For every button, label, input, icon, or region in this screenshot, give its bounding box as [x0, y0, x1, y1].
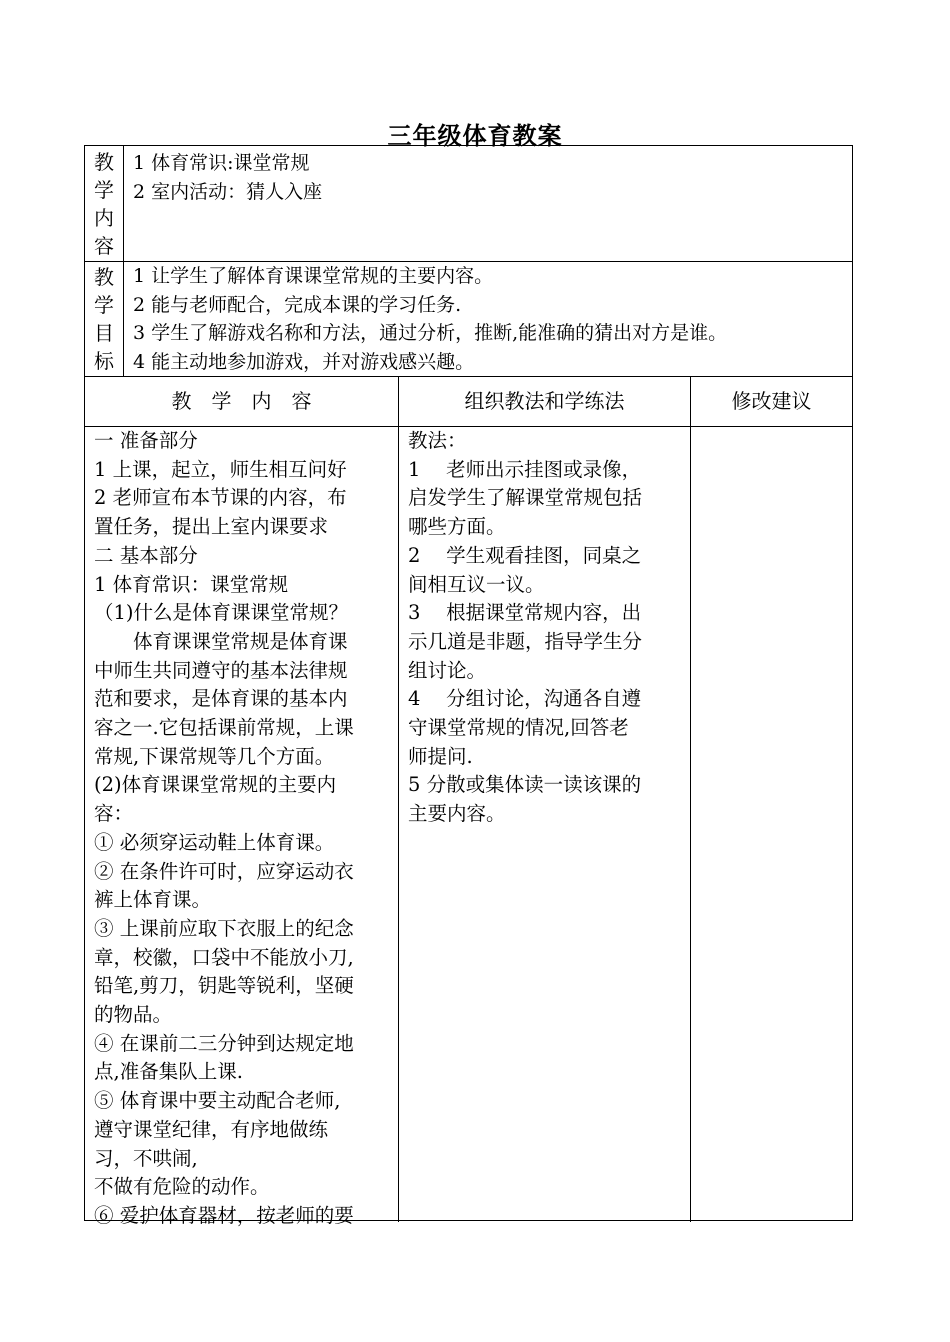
- list-item: (2)体育课课堂常规的主要内: [94, 773, 337, 797]
- list-item: 1 上课，起立，师生相互问好: [94, 457, 347, 481]
- list-item: 组讨论。: [408, 658, 487, 682]
- goals-section: [85, 262, 852, 376]
- list-item: 体育课课堂常规是体育课: [94, 629, 348, 653]
- list-item: 范和要求，是体育课的基本内: [94, 687, 348, 711]
- list-item: 置任务，提出上室内课要求: [94, 515, 329, 539]
- header-revision-suggestions: 修改建议: [731, 389, 812, 413]
- goal-line: 2 能与老师配合，完成本课的学习任务.: [133, 293, 462, 316]
- list-item: 师提问.: [408, 744, 473, 768]
- list-item: 容之一.它包括课前常规，上课: [94, 716, 354, 740]
- goals-section-text: [133, 262, 727, 376]
- list-item: ① 必须穿运动鞋上体育课。: [94, 830, 335, 854]
- content-line: 1 体育常识:课堂常规: [133, 152, 310, 174]
- list-item: 中师生共同遵守的基本法律规: [94, 658, 348, 682]
- list-item: 守课堂常规的情况,回答老: [408, 716, 629, 740]
- list-item: 不做有危险的动作。: [94, 1175, 270, 1199]
- list-item: 主要内容。: [408, 802, 506, 826]
- goal-line: 1 让学生了解体育课课堂常规的主要内容。: [133, 265, 494, 287]
- list-item: 示几道是非题，指导学生分: [408, 629, 643, 653]
- list-item: 1 老师出示挂图或录像，: [408, 457, 642, 481]
- list-item: 4 分组讨论，沟通各自遵: [408, 687, 642, 711]
- list-item: 启发学生了解课堂常规包括: [408, 486, 643, 510]
- goal-line: 4 能主动地参加游戏，并对游戏感兴趣。: [133, 350, 475, 373]
- list-item: 遵守课堂纪律，有序地做练: [94, 1117, 329, 1141]
- list-item: 5 分散或集体读一读该课的: [408, 773, 642, 797]
- list-item: ⑤ 体育课中要主动配合老师,: [94, 1089, 341, 1113]
- content-line: 2 室内活动：猜人入座: [133, 180, 323, 203]
- list-item: 的物品。: [94, 1003, 173, 1027]
- content-section-text: [133, 149, 322, 206]
- teaching-content-cell: [94, 427, 394, 1231]
- list-item: 点,准备集队上课.: [94, 1060, 243, 1084]
- label-char: 标: [94, 349, 114, 373]
- list-item: 常规,下课常规等几个方面。: [94, 744, 335, 768]
- list-item: 章，校徽，口袋中不能放小刀,: [94, 945, 354, 969]
- list-item: 容：: [94, 802, 134, 826]
- list-item: 哪些方面。: [408, 515, 506, 539]
- list-item: 习，不哄闹,: [94, 1146, 198, 1170]
- header-teaching-content: 教 学 内 容: [171, 389, 312, 413]
- list-item: 间相互议一议。: [408, 572, 545, 596]
- label-char: 教: [94, 150, 114, 174]
- lesson-plan-table: [84, 145, 853, 1227]
- page-title: 三年级体育教案: [387, 121, 563, 150]
- list-item: 一 准备部分: [94, 429, 198, 452]
- list-item: 教法：: [408, 429, 467, 452]
- list-item: 1 体育常识：课堂常规: [94, 572, 289, 596]
- list-item: 3 根据课堂常规内容，出: [408, 601, 642, 625]
- label-char: 教: [94, 265, 114, 289]
- label-char: 学: [94, 178, 114, 202]
- list-item: 2 学生观看挂图，同桌之: [408, 543, 642, 567]
- label-char: 内: [94, 206, 114, 230]
- goal-line: 3 学生了解游戏名称和方法，通过分析，推断,能准确的猜出对方是谁。: [133, 322, 728, 344]
- label-divider: [123, 146, 124, 376]
- list-item: ② 在条件许可时，应穿运动衣: [94, 859, 354, 883]
- label-char: 容: [94, 234, 114, 258]
- column-divider: [398, 376, 399, 1222]
- list-item: ④ 在课前二三分钟到达规定地: [94, 1031, 354, 1055]
- label-char: 学: [94, 293, 114, 317]
- list-item: 2 老师宣布本节课的内容，布: [94, 486, 347, 510]
- content-section-label: [85, 148, 123, 260]
- teaching-methods-cell: [408, 427, 686, 829]
- label-char: 目: [94, 321, 114, 345]
- list-item: （1)什么是体育课课堂常规？: [94, 601, 349, 625]
- column-divider: [690, 376, 691, 1222]
- goals-section-label: [85, 263, 123, 375]
- list-item: 铅笔,剪刀，钥匙等锐利，坚硬: [94, 974, 354, 998]
- content-section: [85, 146, 852, 261]
- header-teaching-methods: 组织教法和学练法: [464, 389, 625, 413]
- list-item: 裤上体育课。: [94, 888, 212, 912]
- list-item: ⑥ 爱护体育器材，按老师的要: [94, 1203, 354, 1227]
- list-item: ③ 上课前应取下衣服上的纪念: [94, 916, 354, 940]
- list-item: 二 基本部分: [94, 543, 198, 567]
